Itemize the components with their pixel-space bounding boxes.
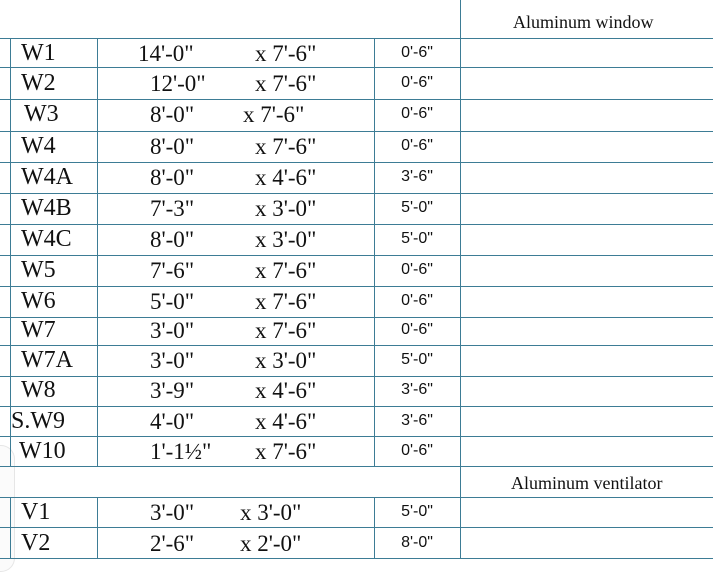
sill-cell: 3'-6": [401, 381, 433, 398]
width-cell: 8'-0": [150, 134, 195, 159]
width-cell: 3'-9": [150, 378, 195, 403]
mark-cell: W2: [21, 70, 56, 96]
grid-line: [0, 162, 713, 163]
sill-cell: 0'-6": [401, 137, 433, 154]
grid-line: [0, 286, 713, 287]
sill-cell: 0'-6": [401, 261, 433, 278]
height-cell: x 7'-6": [243, 102, 305, 127]
height-cell: x 7'-6": [255, 439, 317, 464]
height-cell: x 3'-0": [255, 227, 317, 252]
mark-cell: W7A: [21, 347, 73, 373]
height-cell: x 7'-6": [255, 258, 317, 283]
height-cell: x 4'-6": [255, 409, 317, 434]
sill-cell: 8'-0": [401, 534, 433, 551]
mark-cell: W6: [21, 288, 56, 314]
grid-line: [0, 376, 713, 377]
mark-cell: W4C: [21, 226, 72, 252]
height-cell: x 7'-6": [255, 318, 317, 343]
mark-cell: W10: [19, 438, 66, 464]
mark-cell: W7: [21, 317, 56, 343]
grid-line: [97, 497, 98, 559]
height-cell: x 3'-0": [255, 196, 317, 221]
side-scroll-tab: [0, 445, 15, 572]
sill-cell: 5'-0": [401, 230, 433, 247]
height-cell: x 7'-6": [255, 289, 317, 314]
grid-line: [0, 436, 713, 437]
mark-cell: W1: [21, 40, 56, 66]
height-cell: x 3'-0": [240, 500, 302, 525]
sill-cell: 0'-6": [401, 74, 433, 91]
width-cell: 7'-6": [150, 258, 195, 283]
sill-cell: 0'-6": [401, 442, 433, 459]
grid-line: [0, 38, 713, 39]
width-cell: 1'-1½": [150, 439, 212, 464]
mark-cell: W4A: [21, 164, 73, 190]
width-cell: 12'-0": [150, 71, 206, 96]
width-cell: 8'-0": [150, 102, 195, 127]
width-cell: 5'-0": [150, 289, 195, 314]
sill-cell: 5'-0": [401, 199, 433, 216]
grid-line: [0, 255, 713, 256]
grid-line: [0, 497, 713, 498]
grid-line: [0, 345, 713, 346]
mark-cell: W4: [21, 133, 56, 159]
grid-line: [0, 224, 713, 225]
grid-line: [0, 466, 713, 467]
grid-line: [460, 0, 461, 559]
grid-line: [0, 317, 713, 318]
section-title-ventilator: Aluminum ventilator: [511, 473, 663, 493]
grid-line: [0, 558, 713, 559]
width-cell: 14'-0": [138, 41, 194, 66]
height-cell: x 4'-6": [255, 378, 317, 403]
grid-line: [0, 131, 713, 132]
sill-cell: 5'-0": [401, 351, 433, 368]
mark-cell: W8: [21, 377, 56, 403]
width-cell: 2'-6": [150, 531, 195, 556]
sill-cell: 3'-6": [401, 168, 433, 185]
grid-line: [0, 67, 713, 68]
section-title-window: Aluminum window: [513, 12, 654, 32]
width-cell: 7'-3": [150, 196, 195, 221]
mark-cell: V1: [21, 499, 51, 525]
grid-line: [0, 527, 713, 528]
mark-cell: S.W9: [11, 408, 65, 434]
width-cell: 3'-0": [150, 318, 195, 343]
mark-cell: W5: [21, 257, 56, 283]
grid-line: [10, 497, 11, 559]
mark-cell: V2: [21, 530, 51, 556]
sill-cell: 5'-0": [401, 503, 433, 520]
height-cell: x 4'-6": [255, 165, 317, 190]
grid-line: [0, 406, 713, 407]
grid-line: [10, 38, 11, 467]
sill-cell: 0'-6": [401, 44, 433, 61]
sill-cell: 3'-6": [401, 412, 433, 429]
sill-cell: 0'-6": [401, 292, 433, 309]
grid-line: [97, 38, 98, 467]
width-cell: 8'-0": [150, 227, 195, 252]
height-cell: x 2'-0": [240, 531, 302, 556]
width-cell: 8'-0": [150, 165, 195, 190]
sill-cell: 0'-6": [401, 105, 433, 122]
grid-line: [0, 99, 713, 100]
mark-cell: W3: [24, 101, 59, 127]
mark-cell: W4B: [21, 195, 72, 221]
width-cell: 3'-0": [150, 500, 195, 525]
height-cell: x 3'-0": [255, 348, 317, 373]
height-cell: x 7'-6": [255, 41, 317, 66]
width-cell: 3'-0": [150, 348, 195, 373]
height-cell: x 7'-6": [255, 71, 317, 96]
width-cell: 4'-0": [150, 409, 195, 434]
sill-cell: 0'-6": [401, 321, 433, 338]
grid-line: [0, 193, 713, 194]
height-cell: x 7'-6": [255, 134, 317, 159]
